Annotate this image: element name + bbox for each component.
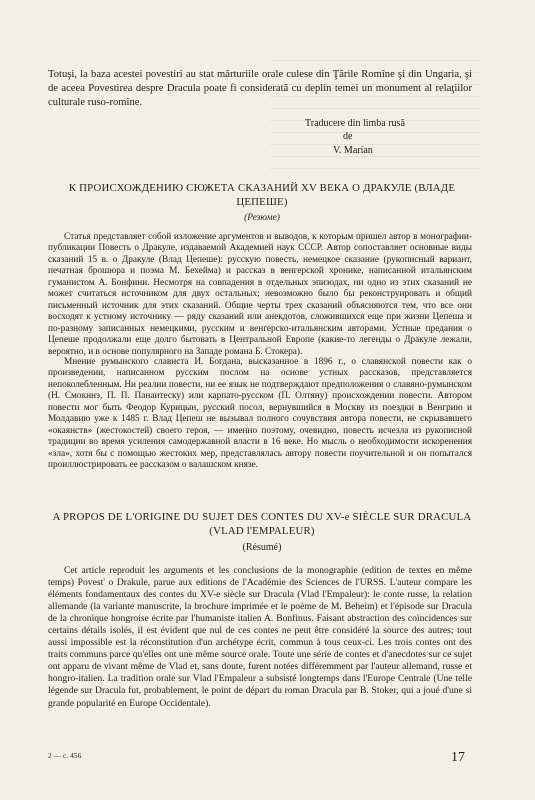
- russian-heading: К ПРОИСХОЖДЕНИЮ СЮЖЕТА СКАЗАНИЙ XV ВЕКА О ДРАКУЛЕ (ВЛАДЕ ЦЕПЕШЕ): [68, 182, 456, 208]
- russian-paragraph-1: Статья представляет собой изложение аргументов и выводов, к которым пришел автор в монографии-публикации Повесть о Дракуле, издаваемой Академией наук СССР. Автор сопоставляет основные виды сказаний 15 в. о Дракуле (Влад Цепеше): русскую повесть, немецкое сказание (рукописный вариант, печатная брошюра и поэма М. Бехейма) и рассказ в венгерской хронике, написанной итальянским гуманистом А. Бонфини. Несмотря на совпадения в отдельных эпизодах, ни одно из этих сказаний не может считаться источником для двух остальных; невозможно было бы реконструировать и общий письменный источник для этих сказаний. Общие черты трех сказаний объясняются тем, что все они восходят к устному источнику — ряду сказаний или анекдотов, сложившихся еще при жизни Цепеша и по-разному записанных немецкими, русским и венгерско-итальянским авторами. Устные предания о Цепеше продолжали еще долго бытовать в Центральной Европе (какие-то легенды о Дракуле лежали, вероятно, и в основе популярного на Западе романа Б. Стокера).: [48, 232, 472, 357]
- russian-paragraph-2: Мнение румынского слависта И. Богдана, высказанное в 1896 г., о славянской повести как о произведении, написанном русским послом на основе устных рассказов, представляется непоколебленным. Ни реалии повести, ни ее язык не подтверждают предположения о славяно-румынском (Н. Смокинэ, П. П. Панаитеску) или карпато-русском (П. Олтяну) происхождении повести. Автором повести мог быть Феодор Курицын, русский посол, вернувшийся в Москву из поездки в Венгрию и Молдавию уже к 1485 г. Влад Цепеш не вызывал полного сочувствия автора повести, не скрывавшего «окаянств» (жестокостей) своего героя, — именно поэтому, очевидно, повесть исчезла из рукописной традиции во время усиления самодержавной власти в 16 веке. Но мысль о необходимости искоренения «зла», хотя бы с помощью жестоких мер, представлялась автору повести поучительной и он попытался проиллюстрировать ее рассказом о валашском князе.: [48, 357, 472, 471]
- page-number: 17: [451, 750, 465, 765]
- intro-paragraph: Totuşi, la baza acestei povestiri au stat mărturiile orale culese din Ţările Romîne şi din Ungaria, şi de aceea Povestirea despre Dracula poate fi considerată cu deplin temei un monument al relaţiilor culturale ruso-romîne.: [48, 68, 472, 108]
- french-subtitle: (Résumé): [242, 542, 282, 553]
- russian-subtitle: (Резюме): [244, 213, 280, 223]
- translator-name: V. Marian: [333, 145, 373, 156]
- printer-signature: 2 — c. 456: [48, 751, 82, 760]
- translation-credit: Traducere din limba rusă: [305, 118, 405, 129]
- translation-de: de: [343, 131, 353, 142]
- french-heading: A PROPOS DE L'ORIGINE DU SUJET DES CONTES DU XV-e SIÈCLE SUR DRACULA (VLAD l'EMPALEUR): [52, 511, 472, 537]
- french-paragraph: Cet article reproduit les arguments et les conclusions de la monographie (edition de textes en même temps) Povest' o Drakule, parue aux editions de l'Académie des Sciences de l'URSS. L'auteur compare les éléments fondamentaux des contes du XV-e siècle sur Dracula (Vlad l'Empaleur): le conte russe, la relation allemande (la variante manuscrite, la brochure imprimée et le poème de M. Beheim) et l'épisode sur Dracula de la chronique hongroise écrite par l'humaniste italien A. Bonfinus. Faisant abstraction des coïncidences sur certains détails isolés, il est évident que nul de ces contes ne peut être considéré la source des autres; tout aussi impossible est la réconstitution d'un archétype écrit, commun à tous ceux-ci. Les trois contes ont des traits communs parce qu'elles ont une même source orale. Toute une série de contes et d'anecdotes sur ce sujet ont apparu de vivant même de Vlad et, sans doute, furent notées différemment par l'auteur allemand, russe et hongro-italien. La tradition orale sur Vlad l'Empaleur a subsisté longtemps dans l'Europe Centrale (Une telle légende sur Dracula fut, probablement, le point de départ du roman Dracula par B. Stoker, qui a joué d'une si grande popularité en Europe Occidentale).: [48, 565, 472, 709]
